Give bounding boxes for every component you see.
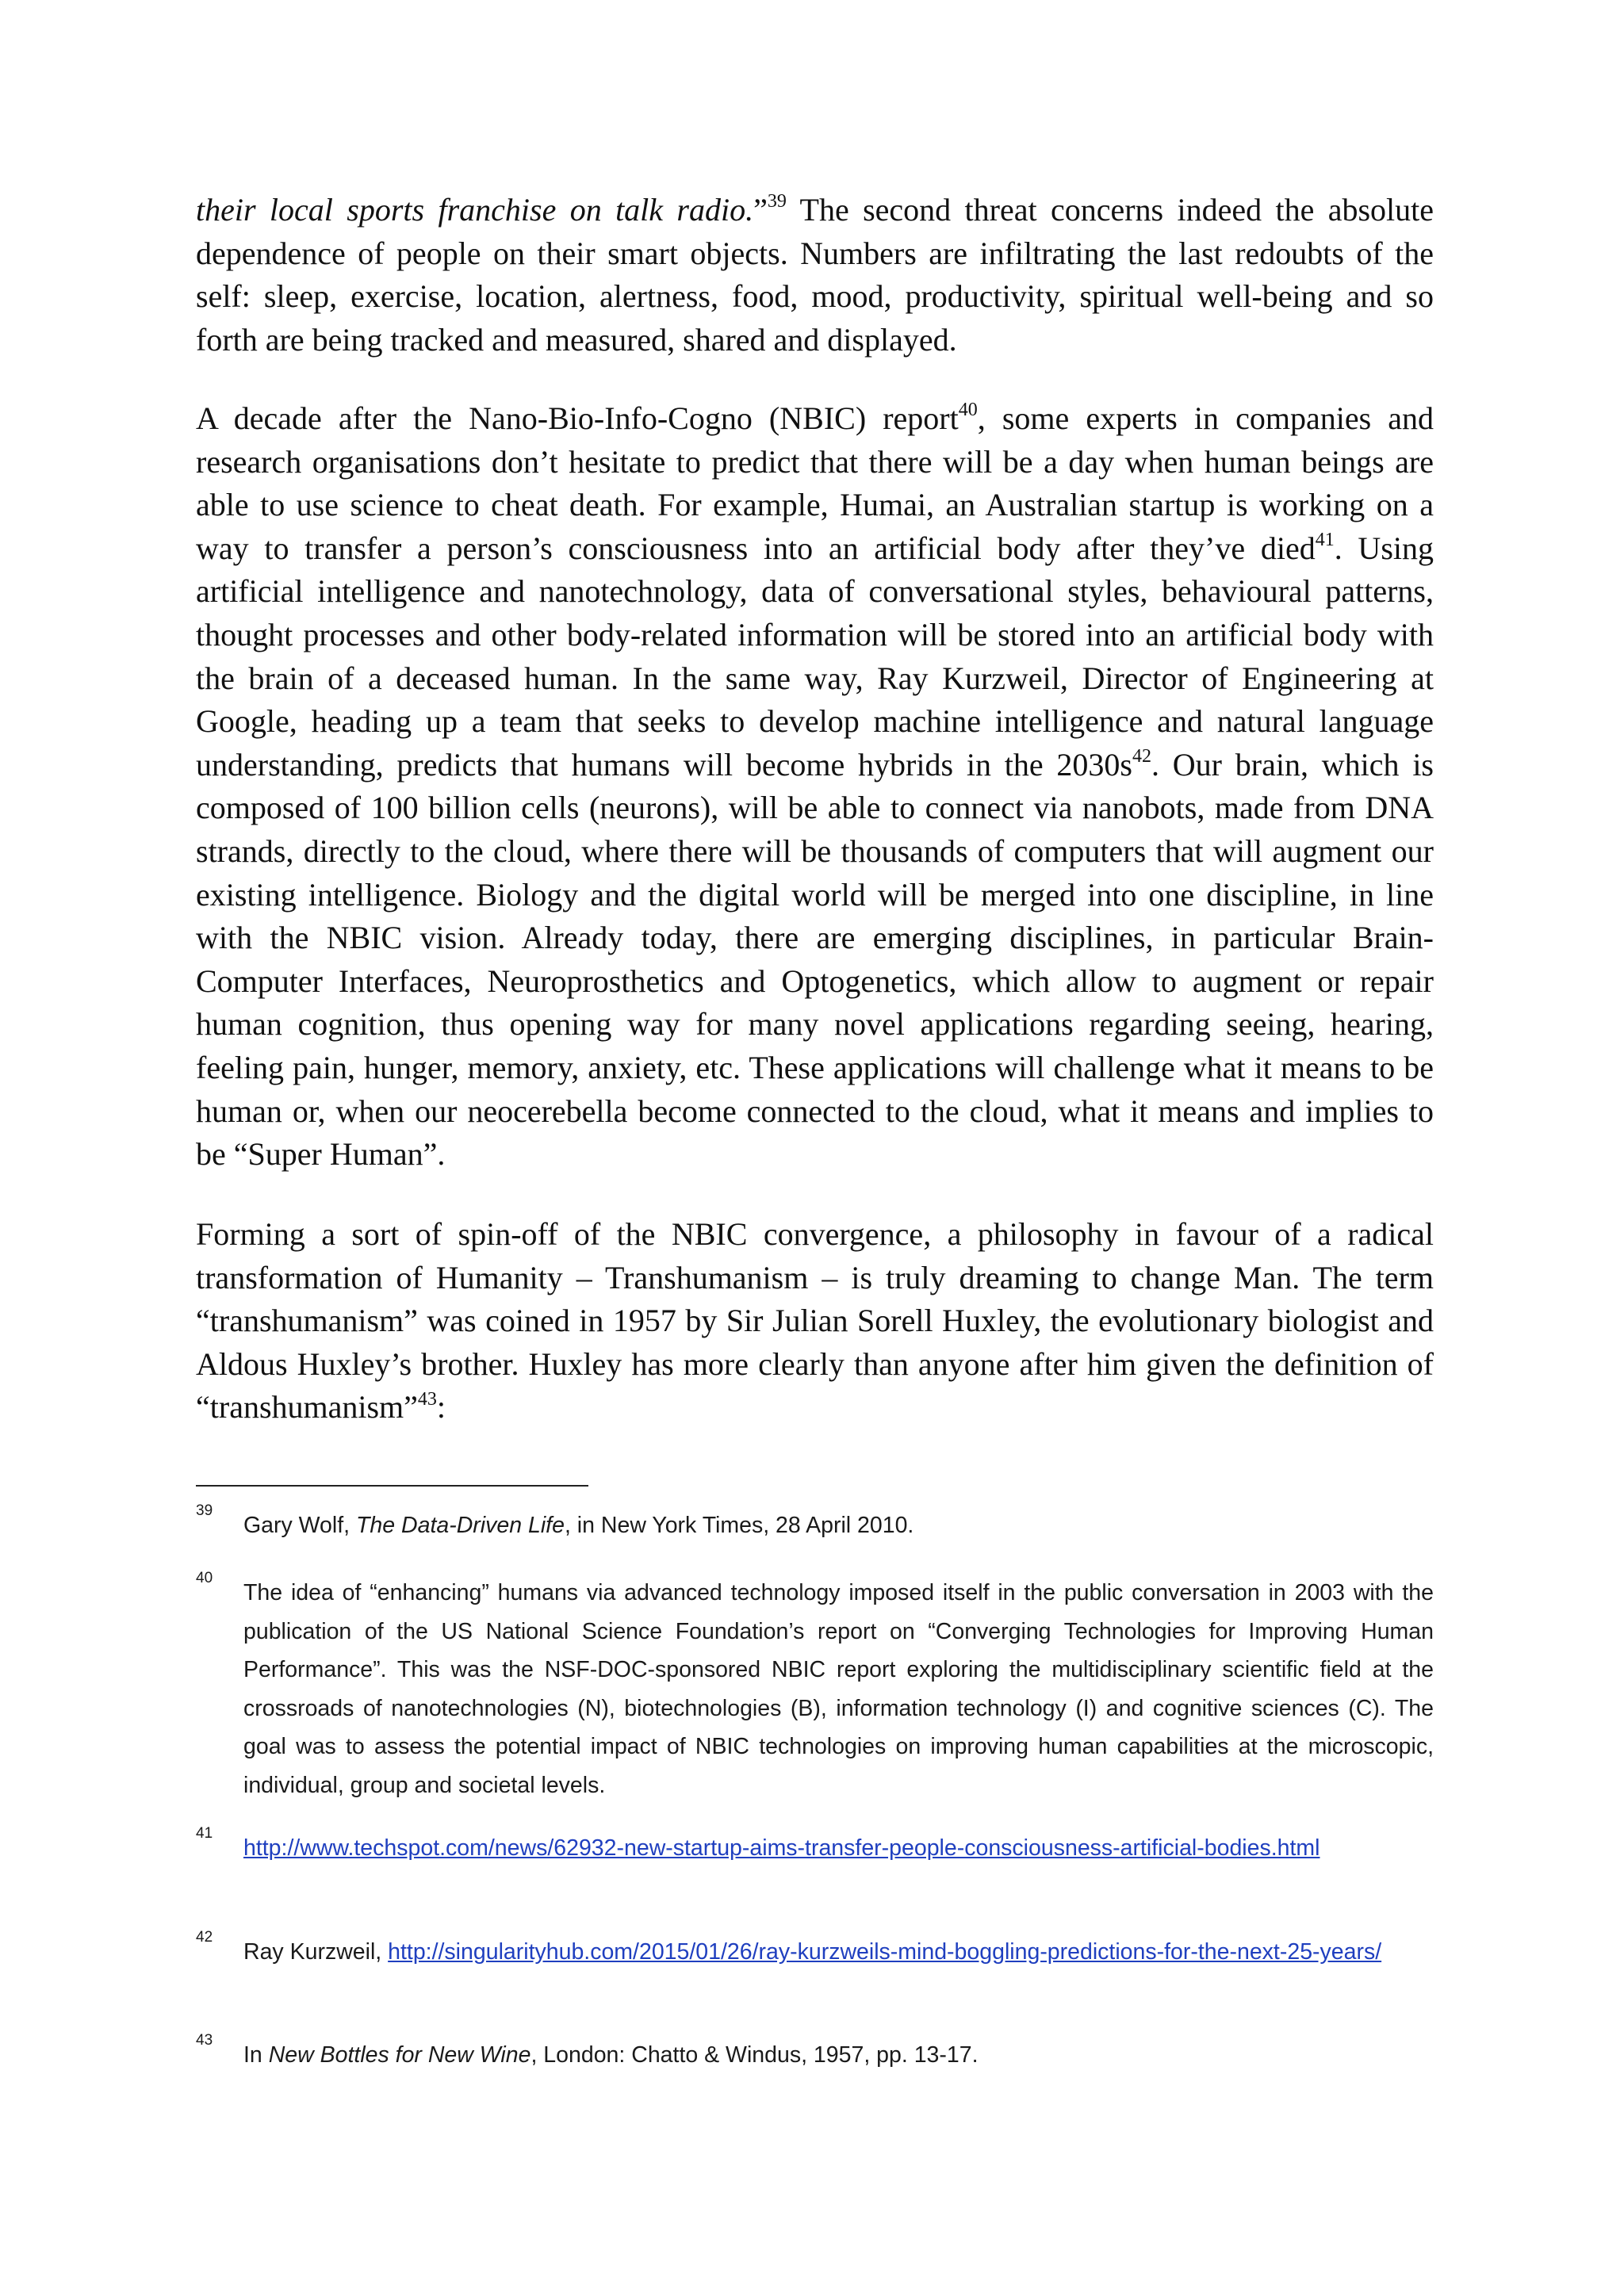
paragraph-2-text-d: . Our brain, which is composed of 100 billion cells (neurons), will be able to connect via nanobots, made from DNA strands, directly to the cloud, where there will be thousands of computers that will augment our existing intelligence. Biology and the digital world will be merged into one discipline, in line with the NBIC vision. Already today, there are emerging disciplines, in particular Brain-Computer Interfaces, Neuroprosthetics and Optogenetics, which allow to augment or repair human cognition, thus opening way for many novel applications regarding seeing, hearing, feeling pain, hunger, memory, anxiety, etc. These applications will challenge what it means to be human or, when our neocerebella become connected to the cloud, what it means and implies to be “Super Human”. <box>196 746 1434 1173</box>
footnote-39 <box>196 1502 1434 1545</box>
paragraph-2-text-a: A decade after the Nano-Bio-Info-Cogno (NBIC) report <box>196 400 959 436</box>
footnote-number: 42 <box>196 1929 213 1946</box>
footnote-separator <box>196 1485 588 1487</box>
footnote-text <box>243 1829 1434 1868</box>
footnote-ref-39[interactable]: 39 <box>767 191 787 212</box>
footnote-number: 43 <box>196 2032 213 2049</box>
footnote-ref-40[interactable]: 40 <box>958 400 978 421</box>
footnote-41 <box>196 1825 1434 1868</box>
closing-quote-mark: ” <box>753 192 768 228</box>
footnote-ref-43[interactable]: 43 <box>417 1388 437 1410</box>
footnote-43 <box>196 2032 1434 2075</box>
footnote-number: 41 <box>196 1825 213 1842</box>
footnote-number: 40 <box>196 1570 213 1586</box>
footnote-text <box>243 1933 1434 1972</box>
footnote-text: The idea of “enhancing” humans via advanced technology imposed itself in the public conversation in 2003 with the publication of the US National Science Foundation’s report on “Converging Technologies for Improving Human Performance”. This was the NSF-DOC-sponsored NBIC report exploring the multidisciplinary scientific field at the crossroads of nanotechnologies (N), biotechnologies (B), information technology (I) and cognitive sciences (C). The goal was to assess the potential impact of NBIC technologies on improving human capabilities at the microscopic, individual, group and societal levels. <box>243 1580 1434 1798</box>
footnote-title: The Data-Driven Life <box>356 1513 565 1538</box>
footnote-prefix: In <box>243 2042 269 2068</box>
footnote-text <box>243 2036 1434 2075</box>
paragraph-1-text: The second threat concerns indeed the absolute dependence of people on their smart objects. Numbers are infiltrating the last redoubts of the self: sleep, exercise, location, alertness, food, mood, productivity, spiritual well-being and so forth are being tracked and measured, shared and displayed. <box>196 192 1434 358</box>
footnote-author: Ray Kurzweil, <box>243 1939 389 1965</box>
paragraph-3-text-b: : <box>436 1389 446 1425</box>
footnote-42 <box>196 1929 1434 1972</box>
footnote-text <box>243 1506 1434 1545</box>
paragraph-3-text-a: Forming a sort of spin-off of the NBIC convergence, a philosophy in favour of a radical transformation of Humanity – Transhumanism – is truly dreaming to change Man. The term “transhumanism” was coined in 1957 by Sir Julian Sorell Huxley, the evolutionary biologist and Aldous Huxley’s brother. Huxley has more clearly than anyone after him given the definition of “transhumanism” <box>196 1216 1434 1425</box>
paragraph-2-text-b: , some experts in companies and research organisations don’t hesitate to predict that there will be a day when human beings are able to use science to cheat death. For example, Humai, an Australian startup is working on a way to transfer a person’s consciousness into an artificial body after they’ve died <box>196 400 1434 566</box>
paragraph-1 <box>196 189 1434 362</box>
footnote-author: Gary Wolf, <box>243 1513 356 1538</box>
paragraph-2-text-c: . Using artificial intelligence and nanotechnology, data of conversational styles, behavioural patterns, thought processes and other body-related information will be stored into an artificial body with the brain of a deceased human. In the same way, Ray Kurzweil, Director of Engineering at Google, heading up a team that seeks to develop machine intelligence and natural language understanding, predicts that humans will become hybrids in the 2030s <box>196 530 1434 783</box>
paragraph-2 <box>196 397 1434 1177</box>
quote-fragment: their local sports franchise on talk radio. <box>196 192 754 228</box>
footnote-ref-41[interactable]: 41 <box>1315 530 1335 551</box>
footnote-source: , London: Chatto & Windus, 1957, pp. 13-17. <box>530 2042 979 2068</box>
footnote-title: New Bottles for New Wine <box>268 2042 531 2068</box>
footnote-link[interactable]: http://www.techspot.com/news/62932-new-startup-aims-transfer-people-consciousness-artificial-bodies.html <box>243 1835 1320 1861</box>
footnote-number: 39 <box>196 1502 213 1519</box>
footnote-ref-42[interactable]: 42 <box>1132 746 1151 767</box>
footnote-40 <box>196 1570 1434 1804</box>
footnote-link[interactable]: http://singularityhub.com/2015/01/26/ray-kurzweils-mind-boggling-predictions-for-the-next-25-years/ <box>388 1939 1382 1965</box>
footnote-source: , in New York Times, 28 April 2010. <box>564 1513 914 1538</box>
paragraph-3 <box>196 1213 1434 1429</box>
